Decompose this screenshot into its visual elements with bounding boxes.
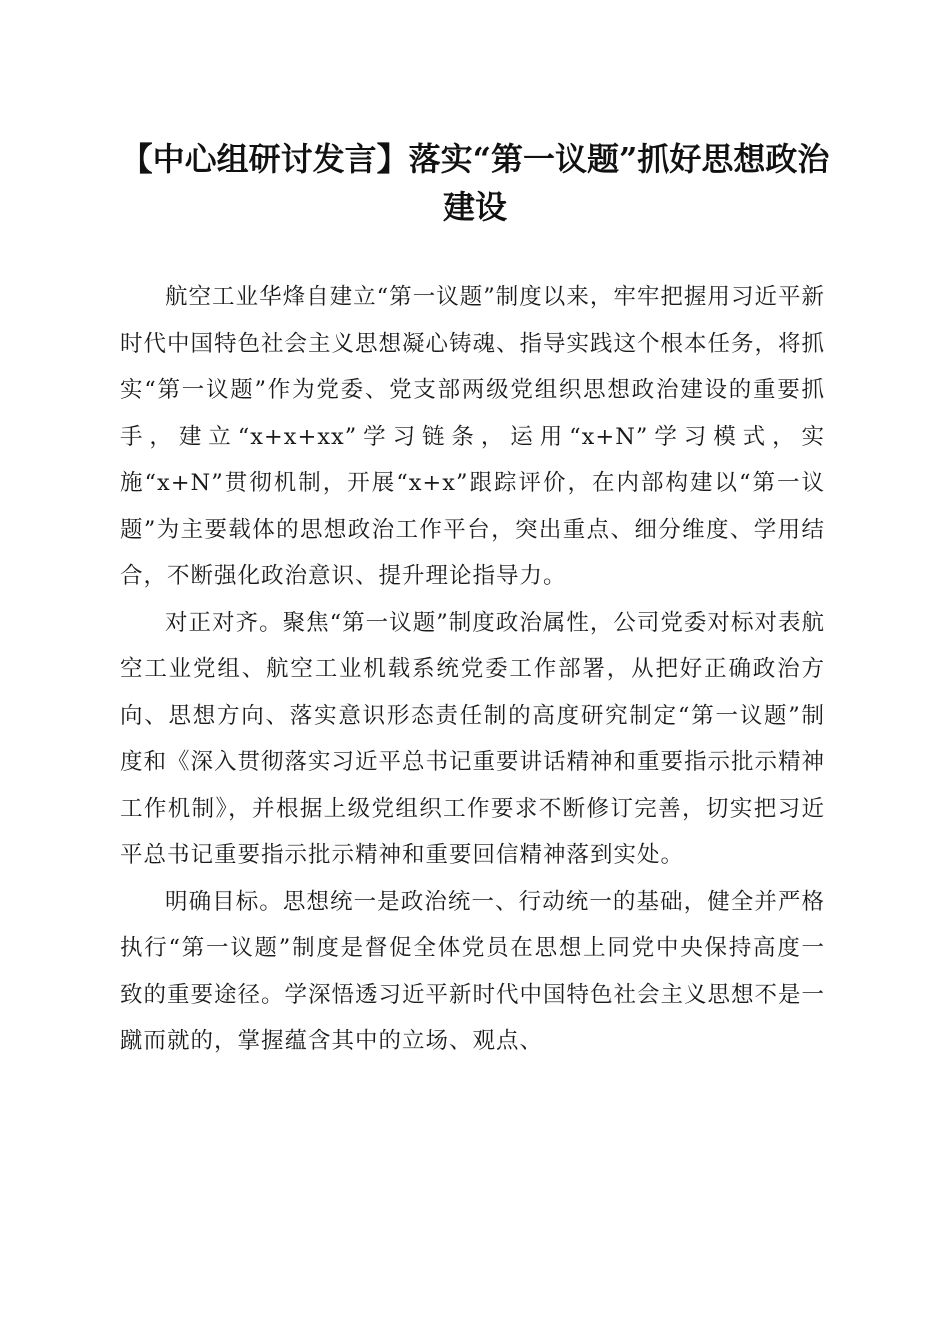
document-title: 【中心组研讨发言】落实“第一议题”抓好思想政治建设 [120, 140, 830, 226]
paragraph: 明确目标。思想统一是政治统一、行动统一的基础，健全并严格执行“第一议题”制度是督促全体党员在思想上同党中央保持高度一致的重要途径。学深悟透习近平新时代中国特色社会主义思想不是一蹴而就的，掌握蕴含其中的立场、观点、 [120, 888, 826, 1054]
paragraph: 对正对齐。聚焦“第一议题”制度政治属性，公司党委对标对表航空工业党组、航空工业机载系统党委工作部署，从把好正确政治方向、思想方向、落实意识形态责任制的高度研究制定“第一议题”制度和《深入贯彻落实习近平总书记重要讲话精神和重要指示批示精神工作机制》，并根据上级党组织工作要求不断修订完善，切实把习近平总书记重要指示批示精神和重要回信精神落到实处。 [120, 609, 826, 868]
document-body [120, 274, 825, 1065]
paragraph: 航空工业华烽自建立“第一议题”制度以来，牢牢把握用习近平新时代中国特色社会主义思想凝心铸魂、指导实践这个根本任务，将抓实“第一议题”作为党委、党支部两级党组织思想政治建设的重要抓手，建立“x+x+xx”学习链条，运用“x+N”学习模式，实施“x+N”贯彻机制，开展“x+x”跟踪评价，在内部构建以“第一议题”为主要载体的思想政治工作平台，突出重点、细分维度、学用结合，不断强化政治意识、提升理论指导力。 [120, 284, 826, 589]
